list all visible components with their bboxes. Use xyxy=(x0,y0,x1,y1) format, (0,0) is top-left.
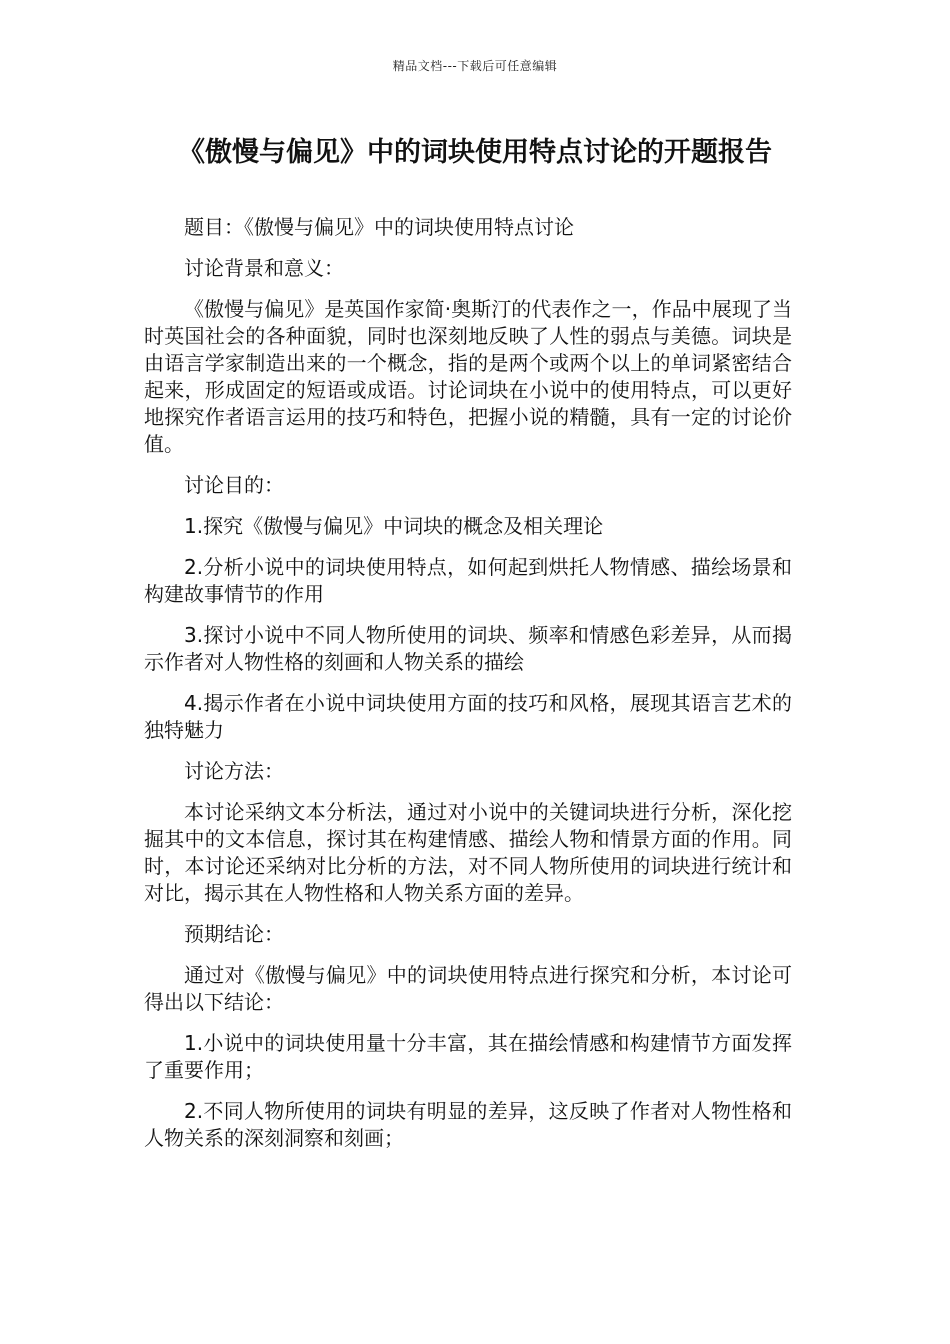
document-title: 《傲慢与偏见》中的词块使用特点讨论的开题报告 xyxy=(178,137,772,168)
section-heading-background: 讨论背景和意义： xyxy=(184,256,344,280)
document-body xyxy=(144,214,792,1166)
purpose-item-3: 3.探讨小说中不同人物所使用的词块、频率和情感色彩差异，从而揭示作者对人物性格的刻画和人物关系的描绘 xyxy=(144,623,792,674)
topic-line: 题目：《傲慢与偏见》中的词块使用特点讨论 xyxy=(184,215,574,239)
conclusion-item-1: 1.小说中的词块使用量十分丰富，其在描绘情感和构建情节方面发挥了重要作用； xyxy=(144,1031,792,1082)
purpose-item-1: 1.探究《傲慢与偏见》中词块的概念及相关理论 xyxy=(184,514,604,538)
purpose-item-2: 2.分析小说中的词块使用特点，如何起到烘托人物情感、描绘场景和构建故事情节的作用 xyxy=(144,555,792,606)
purpose-item-4: 4.揭示作者在小说中词块使用方面的技巧和风格，展现其语言艺术的独特魅力 xyxy=(144,691,792,742)
background-paragraph: 《傲慢与偏见》是英国作家简·奥斯汀的代表作之一，作品中展现了当时英国社会的各种面貌，同时也深刻地反映了人性的弱点与美德。词块是由语言学家制造出来的一个概念，指的是两个或两个以上的单词紧密结合起来，形成固定的短语或成语。讨论词块在小说中的使用特点，可以更好地探究作者语言运用的技巧和特色，把握小说的精髓，具有一定的讨论价值。 xyxy=(144,297,792,456)
method-paragraph: 本讨论采纳文本分析法，通过对小说中的关键词块进行分析，深化挖掘其中的文本信息，探讨其在构建情感、描绘人物和情景方面的作用。同时，本讨论还采纳对比分析的方法，对不同人物所使用的词块进行统计和对比，揭示其在人物性格和人物关系方面的差异。 xyxy=(144,800,792,905)
conclusion-item-2: 2.不同人物所使用的词块有明显的差异，这反映了作者对人物性格和人物关系的深刻洞察和刻画； xyxy=(144,1099,792,1150)
header-note: 精品文档---下载后可任意编辑 xyxy=(392,59,558,73)
section-heading-conclusion: 预期结论： xyxy=(184,922,284,946)
section-heading-purpose: 讨论目的： xyxy=(184,473,284,497)
section-heading-method: 讨论方法： xyxy=(184,759,284,783)
conclusion-intro: 通过对《傲慢与偏见》中的词块使用特点进行探究和分析，本讨论可得出以下结论： xyxy=(144,963,792,1014)
